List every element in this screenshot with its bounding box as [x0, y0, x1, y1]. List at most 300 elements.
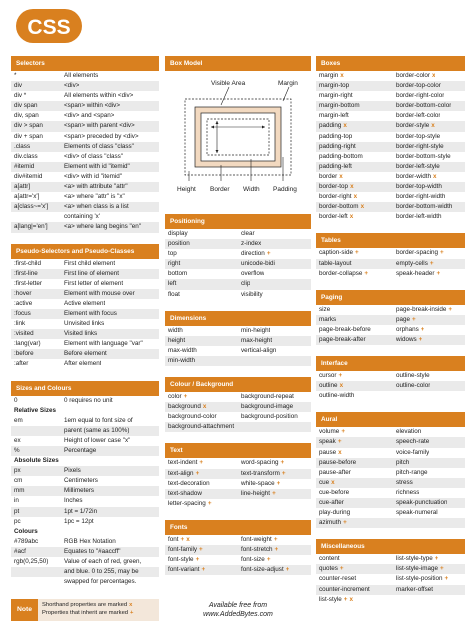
property-name: position — [168, 240, 190, 248]
section-title: Interface — [316, 356, 465, 371]
table-row — [11, 567, 159, 577]
inherit-marker: + — [280, 459, 285, 467]
table-row — [316, 121, 465, 131]
unit-name: #acf — [14, 547, 26, 555]
table-row — [11, 507, 159, 517]
table-row — [11, 269, 159, 279]
inherit-marker: + — [338, 372, 343, 380]
table-row — [316, 381, 465, 391]
property-value: border-top-color — [396, 82, 441, 90]
table-row — [316, 182, 465, 192]
inherit-marker: + — [130, 610, 134, 616]
property-value: max-height — [241, 336, 273, 344]
property-value: background-repeat — [241, 393, 294, 401]
property-value: border-right-width — [396, 193, 446, 201]
table-row — [316, 305, 465, 315]
unit-name: rgb(0,25,50) — [14, 558, 49, 566]
table-row — [165, 489, 311, 499]
property-value: Elements of class "class" — [64, 142, 134, 150]
note-line-1: Shorthand properties are marked — [42, 602, 128, 608]
note-text — [38, 599, 137, 621]
table-row — [11, 101, 159, 111]
table-row — [316, 101, 465, 111]
misc-table — [316, 554, 465, 604]
property-name: text-indent + — [168, 459, 204, 467]
table-row — [316, 478, 465, 488]
inherit-marker: + — [273, 535, 278, 543]
property-name: cursor + — [319, 372, 343, 380]
property-value: pitch — [396, 458, 410, 466]
table-row — [165, 479, 311, 489]
positioning-table — [165, 229, 311, 300]
table-row — [165, 412, 311, 422]
section-title: Sizes and Colours — [11, 381, 159, 396]
margin-label: Margin — [278, 80, 298, 87]
unit-description: 1pt = 1/72in — [64, 507, 98, 515]
table-row — [316, 269, 465, 279]
table-row — [11, 152, 159, 162]
property-value: border-bottom-style — [396, 152, 451, 160]
property-name: * — [14, 72, 17, 79]
shorthand-marker: x — [349, 213, 354, 221]
property-name: border-bottom x — [319, 203, 365, 211]
property-name: margin-right — [319, 92, 353, 100]
inherit-marker: + — [434, 555, 439, 563]
unit-name: mm — [14, 487, 25, 495]
property-value: background-image — [241, 403, 294, 411]
property-name: caption-side + — [319, 249, 359, 257]
unit-name: ex — [14, 436, 21, 444]
property-name: float — [168, 290, 180, 298]
unit-name: px — [14, 467, 21, 475]
property-name: :active — [14, 299, 33, 307]
property-name: width — [168, 326, 183, 334]
inherit-marker: + — [354, 249, 359, 257]
property-name: background-color — [168, 413, 217, 421]
table-row — [11, 557, 159, 567]
table-row — [165, 279, 311, 289]
property-name: border-top x — [319, 183, 354, 191]
property-value: border-style x — [396, 122, 435, 130]
property-value: outline-style — [396, 372, 430, 380]
table-row — [316, 335, 465, 345]
property-value: border-top-width — [396, 183, 442, 191]
property-name: .class — [14, 142, 31, 150]
table-row — [165, 545, 311, 555]
section-title: Miscellaneous — [316, 539, 465, 554]
unit-description: RGB Hex Notation — [64, 537, 116, 545]
table-row — [11, 182, 159, 192]
property-name: play-during — [319, 509, 351, 517]
property-value: <span> preceded by <div> — [64, 132, 139, 140]
property-name: speak + — [319, 438, 342, 446]
property-name: top — [168, 250, 177, 258]
inherit-marker: + — [343, 519, 347, 527]
table-row — [316, 172, 465, 182]
inherit-marker: + — [337, 438, 342, 446]
property-name: background-attachment — [168, 423, 235, 431]
column-3 — [316, 56, 465, 616]
table-row — [11, 517, 159, 527]
property-name: border-left x — [319, 213, 354, 221]
box-model-diagram — [165, 71, 311, 203]
unit-description: 1pc = 12pt — [64, 517, 94, 525]
property-value: elevation — [396, 428, 422, 436]
paging-section — [316, 290, 465, 345]
table-row — [316, 458, 465, 468]
table-row — [11, 81, 159, 91]
sizes-table — [11, 396, 159, 588]
table-row — [11, 91, 159, 101]
inherit-marker: + — [276, 479, 281, 487]
shorthand-marker: x — [349, 595, 353, 603]
table-row — [316, 212, 465, 222]
table-row — [165, 290, 311, 300]
interface-section — [316, 356, 465, 401]
property-name: margin-left — [319, 112, 349, 120]
table-row — [316, 71, 465, 81]
property-name: background x — [168, 403, 207, 411]
table-row — [316, 488, 465, 498]
legend-note — [11, 599, 159, 621]
table-row — [316, 111, 465, 121]
property-value: Visited links — [64, 330, 98, 338]
property-name: div, span — [14, 112, 39, 120]
shorthand-marker: x — [331, 478, 335, 486]
property-name: text-shadow — [168, 489, 202, 497]
unit-name — [14, 577, 64, 587]
unit-name: #789abc — [14, 537, 39, 545]
unit-description: Value of each of red, green, — [64, 558, 142, 566]
inherit-marker: + — [274, 545, 279, 553]
fonts-section — [165, 520, 311, 575]
subheading: Absolute Sizes — [11, 456, 159, 466]
property-value: border-left-style — [396, 162, 440, 170]
property-value: border-top-style — [396, 132, 441, 140]
note-label: Note — [11, 599, 38, 621]
property-value: min-height — [241, 326, 271, 334]
property-name: :hover — [14, 289, 32, 297]
property-name: pause x — [319, 448, 342, 456]
table-row — [316, 554, 465, 564]
unit-name: pt — [14, 507, 20, 515]
property-value: voice-family — [396, 448, 430, 456]
table-row — [316, 518, 465, 528]
sizes-section — [11, 381, 159, 588]
property-name: size — [319, 305, 331, 313]
property-name: font-variant + — [168, 566, 206, 574]
property-name: :visited — [14, 330, 34, 338]
boxes-table — [316, 71, 465, 222]
border-label: Border — [210, 186, 230, 193]
table-row — [11, 279, 159, 289]
table-row — [11, 359, 159, 369]
table-row — [165, 469, 311, 479]
table-row — [316, 132, 465, 142]
table-row — [316, 248, 465, 258]
property-value: font-weight + — [241, 535, 278, 543]
property-name: volume + — [319, 428, 345, 436]
property-value: list-style-position + — [396, 575, 449, 583]
table-row — [11, 319, 159, 329]
inherit-marker: + — [266, 556, 271, 564]
property-value: border-left-width — [396, 213, 442, 221]
footer-line-1: Available free from — [208, 602, 268, 609]
property-value: background-position — [241, 413, 298, 421]
inherit-marker: + — [195, 469, 200, 477]
table-row — [165, 326, 311, 336]
subheading: Relative Sizes — [11, 406, 159, 416]
unit-name — [14, 567, 64, 577]
unit-description: 1em equal to font size of — [64, 416, 133, 424]
tables-section — [316, 233, 465, 278]
property-value: All elements — [64, 72, 99, 79]
property-value: border-bottom-color — [396, 102, 452, 110]
table-row — [11, 486, 159, 496]
inherit-marker: + — [418, 335, 423, 343]
property-name: border-right x — [319, 193, 358, 201]
property-value: Active element — [64, 299, 106, 307]
property-name: left — [168, 280, 177, 288]
table-row — [165, 458, 311, 468]
property-value: list-style-type + — [396, 555, 439, 563]
table-row — [11, 222, 159, 232]
property-name: text-decoration — [168, 479, 210, 487]
property-name: div.class — [14, 152, 38, 160]
table-row — [11, 339, 159, 349]
property-name: #itemid — [14, 162, 35, 170]
unit-name: % — [14, 447, 20, 454]
property-name: table-layout — [319, 259, 352, 267]
property-value: text-transform + — [241, 469, 286, 477]
table-row — [316, 427, 465, 437]
colour-bg-section — [165, 377, 311, 432]
table-row — [11, 299, 159, 309]
unit-description: Inches — [64, 497, 83, 505]
property-value: border-spacing + — [396, 249, 444, 257]
table-row — [316, 468, 465, 478]
section-title: Dimensions — [165, 311, 311, 326]
table-row — [11, 172, 159, 182]
table-row — [316, 371, 465, 381]
property-name: cue x — [319, 478, 335, 486]
table-row — [316, 448, 465, 458]
property-value: <a> with attribute "attr" — [64, 183, 128, 191]
shorthand-marker: x — [431, 72, 436, 79]
property-value: word-spacing + — [241, 459, 285, 467]
property-name: margin-bottom — [319, 102, 360, 110]
table-row — [11, 192, 159, 202]
unit-description: and blue. 0 to 255, may be — [64, 568, 139, 576]
property-name: height — [168, 336, 186, 344]
inherit-marker: + — [266, 250, 271, 258]
property-value: font-size + — [241, 556, 271, 564]
property-value: font-stretch + — [241, 545, 279, 553]
property-name: counter-reset — [319, 575, 357, 583]
property-name: margin-top — [319, 82, 350, 90]
property-name: div * — [14, 92, 27, 100]
table-row — [11, 111, 159, 121]
footer-line-2[interactable]: www.AddedBytes.com — [203, 611, 273, 618]
property-value: <a> where "attr" is "x" — [64, 193, 125, 201]
section-title: Pseudo-Selectors and Pseudo-Classes — [11, 244, 159, 259]
tables-table — [316, 248, 465, 278]
inherit-marker: + — [201, 566, 206, 574]
table-row — [11, 289, 159, 299]
property-name: div + span — [14, 132, 43, 140]
inherit-marker: + — [195, 556, 200, 564]
table-row — [316, 391, 465, 401]
property-name: page-break-after — [319, 335, 366, 343]
unit-name: 0 — [14, 396, 18, 404]
footer-credit — [165, 601, 311, 619]
unit-description: Centimeters — [64, 477, 98, 485]
property-name: a[attr='x'] — [14, 193, 40, 201]
section-title: Aural — [316, 412, 465, 427]
table-row — [316, 437, 465, 447]
column-2 — [165, 56, 311, 586]
property-value: empty-cells + — [396, 259, 434, 267]
unit-description: Pixels — [64, 467, 81, 475]
property-name: padding x — [319, 122, 347, 130]
text-table — [165, 458, 311, 508]
table-row — [165, 555, 311, 565]
property-value: speak-header + — [396, 269, 441, 277]
unit-description: Millimeters — [64, 487, 95, 495]
property-value: vertical-align — [241, 346, 277, 354]
property-name: a[attr] — [14, 183, 31, 191]
note-line-2: Properties that inherit are marked — [42, 610, 129, 616]
property-name: min-width — [168, 356, 195, 364]
width-label: Width — [243, 186, 260, 193]
property-value: border-right-color — [396, 92, 445, 100]
property-value: Before element — [64, 350, 107, 358]
table-row — [316, 259, 465, 269]
fonts-table — [165, 535, 311, 575]
section-title: Boxes — [316, 56, 465, 71]
property-name: text-align + — [168, 469, 200, 477]
table-row — [316, 162, 465, 172]
property-name: counter-increment — [319, 585, 370, 593]
shorthand-marker: x — [338, 448, 342, 456]
section-title: Text — [165, 443, 311, 458]
table-row — [316, 192, 465, 202]
inherit-marker: + — [412, 315, 416, 323]
shorthand-marker: x — [353, 193, 358, 201]
property-name: letter-spacing + — [168, 499, 212, 507]
table-row — [11, 212, 159, 222]
section-title: Positioning — [165, 214, 311, 229]
inherit-marker: + — [429, 259, 434, 267]
pseudo-section — [11, 244, 159, 370]
property-name: list-style + x — [319, 595, 353, 603]
property-value: z-index — [241, 240, 262, 248]
table-row — [165, 239, 311, 249]
table-row — [11, 537, 159, 547]
table-row — [316, 508, 465, 518]
property-name: :first-child — [14, 259, 41, 267]
property-value: <div> of class "class" — [64, 152, 124, 160]
property-value: unicode-bidi — [241, 260, 275, 268]
table-row — [165, 269, 311, 279]
unit-name: in — [14, 497, 19, 505]
table-row — [316, 325, 465, 335]
unit-name: pc — [14, 517, 21, 525]
property-value: First child element — [64, 259, 116, 267]
property-value: clip — [241, 280, 251, 288]
property-name: max-width — [168, 346, 197, 354]
property-value: border-left-color — [396, 112, 441, 120]
property-value: All elements within <div> — [64, 92, 134, 100]
inherit-marker: + — [440, 249, 444, 257]
unit-name — [14, 426, 64, 436]
property-name: page-break-before — [319, 325, 371, 333]
property-name: bottom — [168, 270, 188, 278]
property-value: pitch-range — [396, 468, 428, 476]
table-row — [165, 249, 311, 259]
table-row — [11, 436, 159, 446]
css-logo — [12, 6, 86, 46]
table-row — [165, 535, 311, 545]
property-name: right — [168, 260, 181, 268]
inherit-marker: + — [436, 269, 441, 277]
section-title: Box Model — [165, 56, 311, 71]
table-row — [11, 71, 159, 81]
table-row — [11, 577, 159, 587]
subheading: Colours — [11, 527, 159, 537]
property-value: First letter of element — [64, 279, 124, 287]
unit-name: em — [14, 416, 23, 424]
section-title: Selectors — [11, 56, 159, 71]
property-name: :link — [14, 320, 26, 328]
property-name — [14, 212, 64, 222]
table-row — [316, 585, 465, 595]
text-section — [165, 443, 311, 508]
property-value: Element with mouse over — [64, 289, 135, 297]
table-row — [11, 396, 159, 406]
table-row — [316, 315, 465, 325]
shorthand-marker: x — [186, 535, 190, 543]
property-value: font-size-adjust + — [241, 566, 290, 574]
property-value: visibility — [241, 290, 263, 298]
shorthand-marker: x — [202, 403, 207, 411]
property-name: cue-after — [319, 499, 344, 506]
property-name: :lang(var) — [14, 340, 41, 348]
table-row — [165, 336, 311, 346]
property-name: div — [14, 82, 23, 90]
table-row — [11, 329, 159, 339]
property-name: div#itemid — [14, 172, 43, 180]
section-title: Paging — [316, 290, 465, 305]
table-row — [11, 142, 159, 152]
shorthand-marker: x — [433, 172, 437, 180]
property-name: :first-line — [14, 269, 38, 277]
unit-description: parent (same as 100%) — [64, 426, 130, 434]
inherit-marker: + — [343, 595, 348, 603]
unit-description: 0 requires no unit — [64, 396, 113, 404]
table-row — [316, 142, 465, 152]
table-row — [165, 392, 311, 402]
property-name: pause-after — [319, 468, 351, 476]
property-name: padding-left — [319, 162, 352, 170]
property-name: font-family + — [168, 545, 203, 553]
property-value: speak-numeral — [396, 509, 438, 517]
property-name: font + x — [168, 535, 190, 543]
table-row — [165, 402, 311, 412]
property-value: list-style-image + — [396, 565, 444, 573]
shorthand-marker: x — [339, 382, 344, 390]
property-value: orphans + — [396, 325, 425, 333]
